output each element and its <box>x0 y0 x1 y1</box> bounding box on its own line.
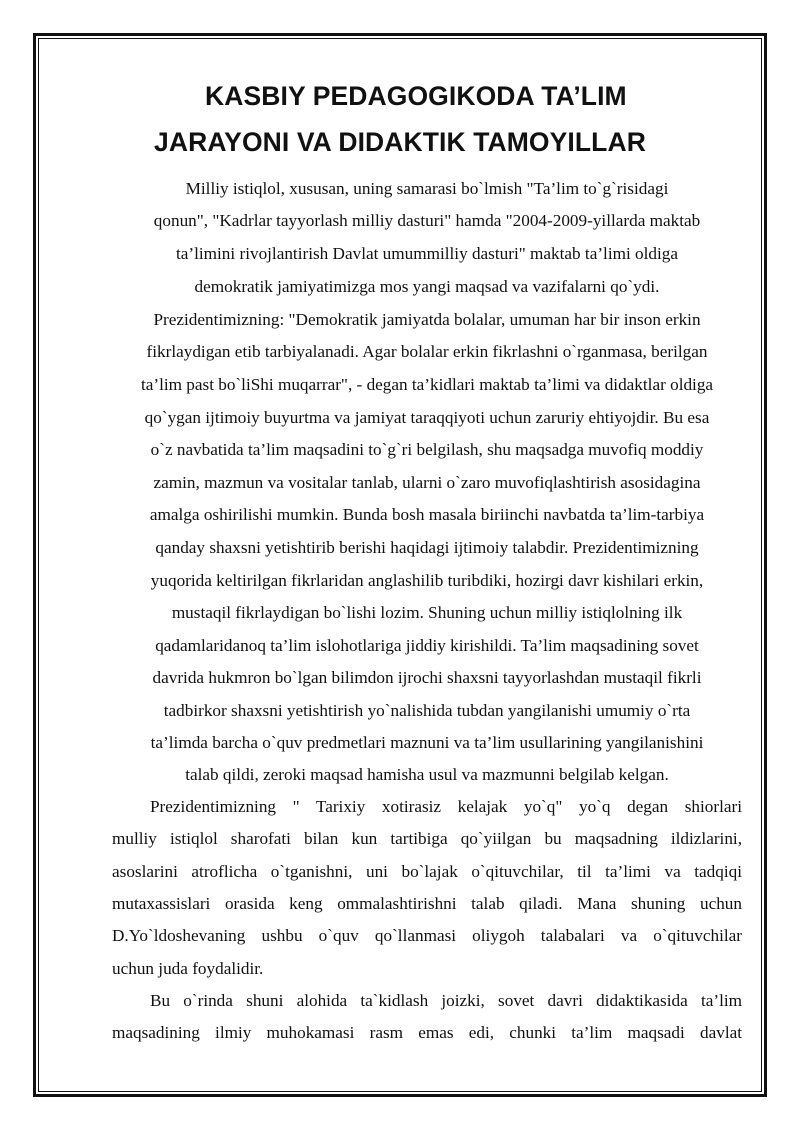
text-line: uchun juda foydalidir. <box>112 959 264 978</box>
text-line: yuqorida keltirilgan fikrlaridan anglashilib turibdiki, hozirgi davr kishilari erkin, <box>150 571 704 590</box>
text-line: qonun", "Kadrlar tayyorlash milliy dasturi" hamda "2004-2009-yillarda maktab <box>153 211 701 230</box>
text-line: qanday shaxsni yetishtirib berishi haqidagi ijtimoiy talabdir. Prezidentimizning <box>155 538 699 557</box>
text-line: mulliy istiqlol sharofati bilan kun tartibiga qo`yiilgan bu maqsadning ildizlarini, <box>112 829 742 848</box>
text-line: Prezidentimizning: "Demokratik jamiyatda bolalar, umuman har bir inson erkin <box>153 310 701 329</box>
text-line: demokratik jamiyatimizga mos yangi maqsad va vazifalarni qo`ydi. <box>194 277 660 296</box>
text-line: D.Yo`ldoshevaning ushbu o`quv qo`llanmasi oliygoh talabalari va o`qituvchilar <box>112 926 742 945</box>
title-line-2: JARAYONI VA DIDAKTIK TAMOYILLAR <box>154 127 646 157</box>
text-line: tadbirkor shaxsni yetishtirish yo`nalishida tubdan yangilanishi umumiy o`rta <box>163 701 691 720</box>
text-line: davrida hukmron bo`lgan bilimdon ijrochi shaxsni tayyorlashdan mustaqil fikrli <box>152 668 702 687</box>
text-line: maqsadining ilmiy muhokamasi rasm emas edi, chunki ta’lim maqsadi davlat <box>112 1023 742 1042</box>
text-line: mutaxassislari orasida keng ommalashtirishni talab qiladi. Mana shuning uchun <box>112 894 742 913</box>
text-line: qadamlaridanoq ta’lim islohotlariga jiddiy kirishildi. Ta’lim maqsadining sovet <box>155 636 699 655</box>
title-line-1: KASBIY PEDAGOGIKODA TA’LIM <box>205 81 627 111</box>
text-line: zamin, mazmun va vositalar tanlab, ularni o`zaro muvofiqlashtirish asosidagina <box>153 473 701 492</box>
text-line: ta’limini rivojlantirish Davlat umummilliy dasturi" maktab ta’limi oldiga <box>175 244 679 263</box>
text-line: Prezidentimizning " Tarixiy xotirasiz kelajak yo`q" yo`q degan shiorlari <box>150 797 742 816</box>
text-line: amalga oshirilishi mumkin. Bunda bosh masala biriinchi navbatda ta’lim-tarbiya <box>149 505 705 524</box>
text-line: mustaqil fikrlaydigan bo`lishi lozim. Shuning uchun milliy istiqlolning ilk <box>171 603 683 622</box>
text-line: fikrlaydigan etib tarbiyalanadi. Agar bolalar erkin fikrlashni o`rganmasa, berilgan <box>146 342 708 361</box>
text-line: ta’limda barcha o`quv predmetlari maznuni va ta’lim usullarining yangilanishini <box>150 733 704 752</box>
text-line: Bu o`rinda shuni alohida ta`kidlash joizki, sovet davri didaktikasida ta’lim <box>150 991 742 1010</box>
text-line: ta’lim past bo`liShi muqarrar", - degan ta’kidlari maktab ta’limi va didaktlar oldiga <box>140 375 714 394</box>
text-line: asoslarini atroflicha o`tganishni, uni bo`lajak o`qituvchilar, til ta’limi va tadqiqi <box>112 862 742 881</box>
text-line: Milliy istiqlol, xususan, uning samarasi bo`lmish "Ta’lim to`g`risidagi <box>185 179 669 198</box>
text-line: talab qildi, zeroki maqsad hamisha usul va mazmunni belgilab kelgan. <box>185 765 669 784</box>
text-line: o`z navbatida ta’lim maqsadini to`g`ri belgilash, shu maqsadga muvofiq moddiy <box>150 440 704 459</box>
text-line: qo`ygan ijtimoiy buyurtma va jamiyat taraqqiyoti uchun zaruriy ehtiyojdir. Bu esa <box>144 408 710 427</box>
